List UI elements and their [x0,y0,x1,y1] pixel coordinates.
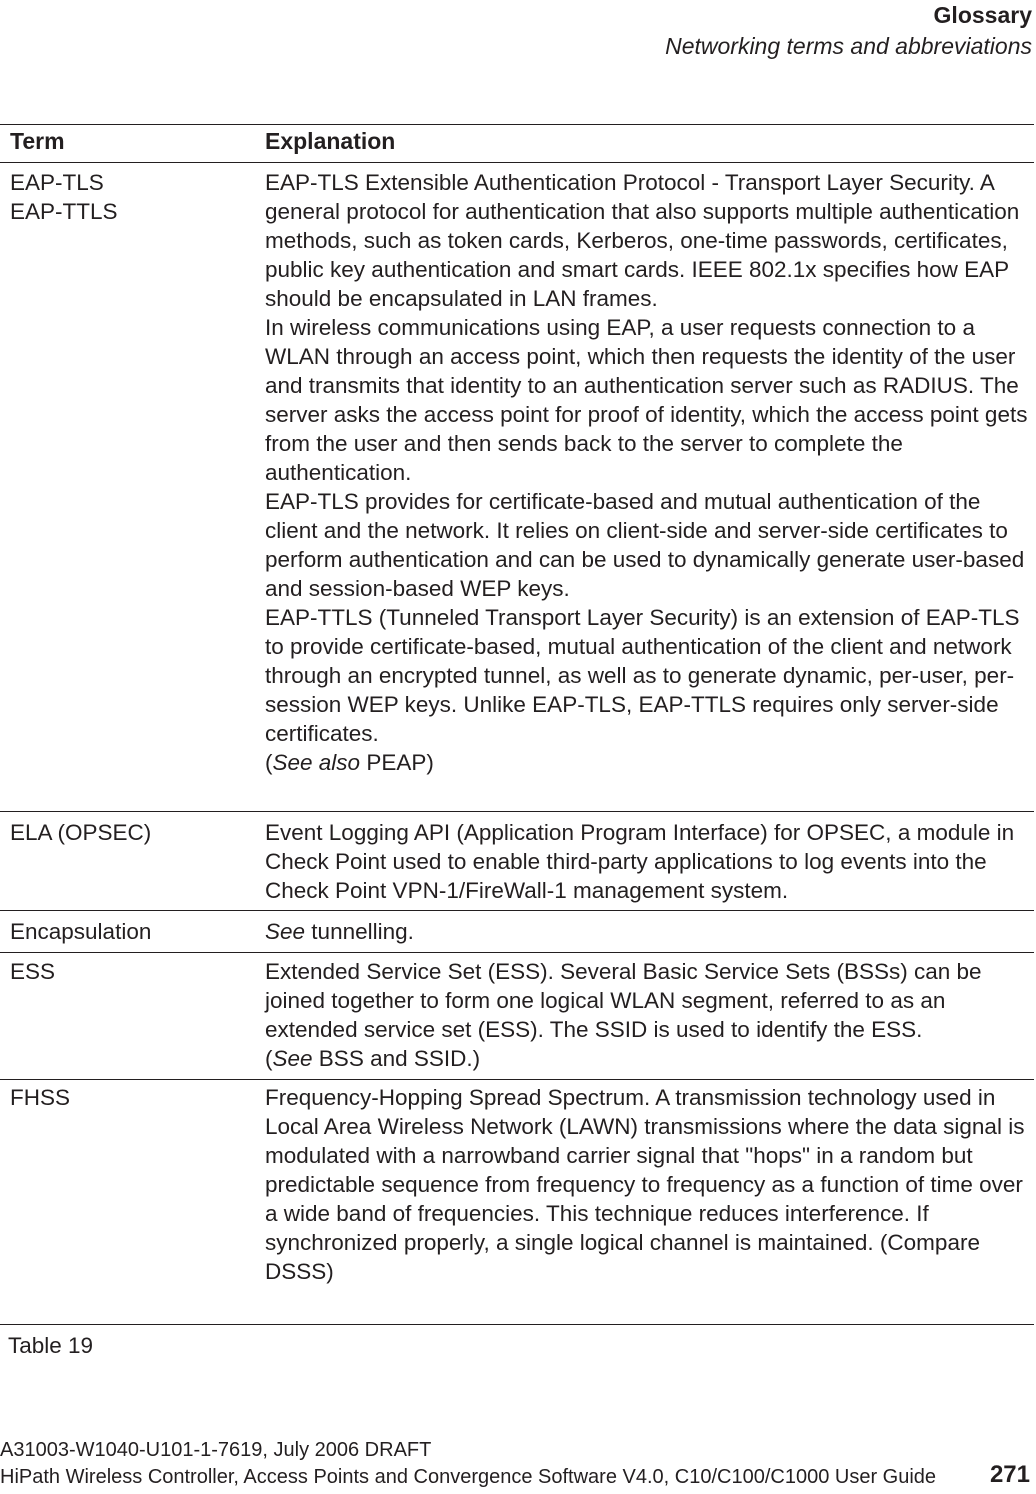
see-label: See also [272,750,361,775]
see-target: tunnelling. [305,919,414,944]
see-target: BSS and SSID.) [312,1046,481,1071]
see-prefix: ( [265,750,273,775]
column-header-term: Term [10,128,65,154]
footer-doc-id: A31003-W1040-U101-1-7619, July 2006 DRAFT [0,1439,432,1461]
see-prefix: ( [265,1046,273,1071]
row-explanation [265,957,1033,1073]
see-label: See [265,919,306,944]
explanation-paragraph: Extended Service Set (ESS). Several Basic Service Sets (BSSs) can be joined together to form one logical WLAN segment, referred to as an extended service set (ESS). The SSID is used to identify the ESS. [265,959,982,1042]
row-rule [0,952,1034,953]
explanation-paragraph: EAP-TLS Extensible Authentication Protocol - Transport Layer Security. A general protocol for authentication that also supports multiple authentication methods, such as token cards, Kerberos, one-time passwords, certificates, public key authentication and smart cards. IEEE 802.1x specifies how EAP should be encapsulated in LAN frames. [265,170,1020,311]
row-explanation [265,168,1033,777]
explanation-paragraph: EAP-TLS provides for certificate-based and mutual authentication of the client and the network. It relies on client-side and server-side certificates to perform authentication and can be used to dynamically generate user-based and session-based WEP keys. [265,489,1025,601]
table-bottom-rule [0,1324,1034,1325]
row-term: ESS [10,959,56,984]
row-explanation [265,818,1033,905]
see-reference [265,1044,1033,1073]
row-rule [0,910,1034,911]
explanation-paragraph: EAP-TTLS (Tunneled Transport Layer Security) is an extension of EAP-TLS to provide certificate-based, mutual authentication of the client and network through an encrypted tunnel, as well as to generate dynamic, per-user, per-session WEP keys. Unlike EAP-TLS, EAP-TTLS requires only server-side certificates. [265,605,1020,746]
table-caption: Table 19 [8,1333,94,1358]
explanation-paragraph: Frequency-Hopping Spread Spectrum. A transmission technology used in Local Area Wireless Network (LAWN) transmissions where the data signal is modulated with a narrowband carrier signal that "hops" in a random but predictable sequence from frequency to frequency as a function of time over a wide band of frequencies. This technique reduces interference. If synchronized properly, a single logical channel is maintained. (Compare DSSS) [265,1085,1025,1284]
row-explanation [265,917,1033,946]
see-also-reference [265,748,1033,777]
page-number: 271 [989,1461,1030,1488]
column-header-explanation: Explanation [265,128,396,154]
row-rule [0,1079,1034,1080]
header-rule [0,162,1034,163]
see-target: PEAP) [360,750,434,775]
header-subtitle: Networking terms and abbreviations [665,33,1032,59]
see-reference [265,917,1033,946]
table-top-rule [0,124,1034,125]
header-title: Glossary [933,2,1032,28]
row-term: EAP-TLS EAP-TTLS [10,170,118,224]
row-term: FHSS [10,1085,71,1110]
row-term: ELA (OPSEC) [10,820,152,845]
explanation-paragraph: In wireless communications using EAP, a user requests connection to a WLAN through an access point, which then requests the identity of the user and transmits that identity to an authentication server such as RADIUS. The server asks the access point for proof of identity, which the access point gets from the user and then sends back to the server to complete the authentication. [265,315,1028,485]
row-explanation [265,1083,1033,1286]
see-label: See [272,1046,313,1071]
explanation-paragraph: Event Logging API (Application Program Interface) for OPSEC, a module in Check Point used to enable third-party applications to log events into the Check Point VPN-1/FireWall-1 management system. [265,820,1015,903]
footer-guide-title: HiPath Wireless Controller, Access Points and Convergence Software V4.0, C10/C100/C1000 User Guide [0,1466,937,1488]
row-term: Encapsulation [10,919,152,944]
row-rule [0,811,1034,812]
